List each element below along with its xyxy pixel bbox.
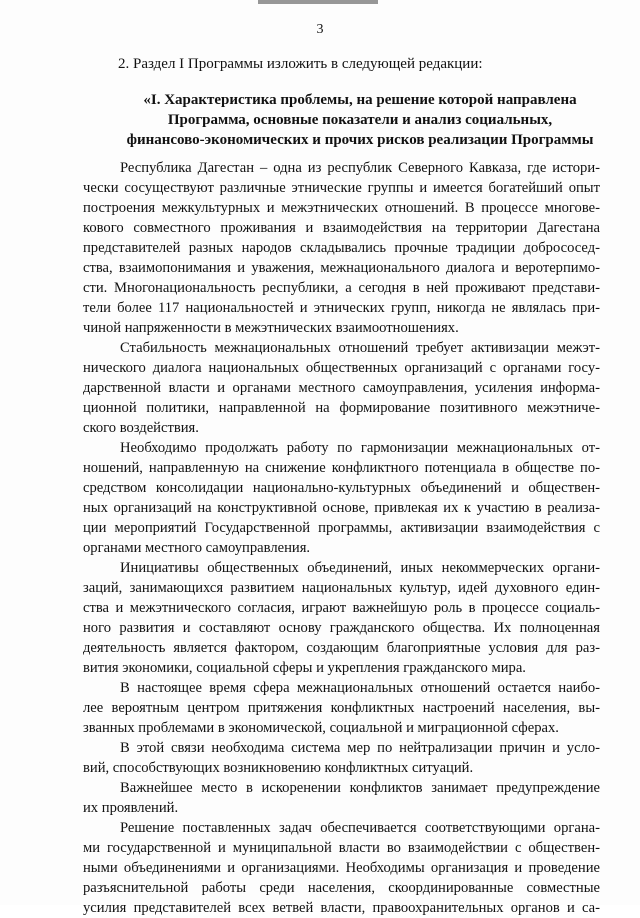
text-line: Инициативы общественных объединений, иных некоммерческих органи- [120, 560, 600, 576]
text-line: ции мероприятий Государственной программы, активизации взаимодействия с [83, 520, 600, 536]
text-line: кового совместного проживания и взаимодействия на территории Дагестана [83, 220, 600, 236]
text-line: дарственной власти и органами местного самоуправления, усиления информа- [83, 380, 600, 396]
text-line: званных проблемами в экономической, социальной и миграционной сферах. [83, 720, 559, 736]
text-line: тели более 117 национальностей и этнических групп, никогда не являлась при- [83, 300, 600, 316]
text-line: ства, взаимопонимания и уважения, межнационального диалога и веротерпимо- [83, 260, 600, 276]
text-line: вий, способствующих возникновению конфликтных ситуаций. [83, 760, 474, 776]
text-line: лее вероятным центром притяжения конфликтных настроений населения, вы- [83, 700, 600, 716]
text-line: В этой связи необходима система мер по нейтрализации причин и усло- [120, 740, 600, 756]
text-line: деятельность является фактором, создающим благоприятные условия для раз- [83, 640, 600, 656]
section-heading [100, 90, 620, 150]
text-line: их проявлений. [83, 800, 179, 816]
text-line: Стабильность межнациональных отношений требует активизации межэт- [120, 340, 600, 356]
text-line: чески сосуществуют различные этнические группы и имеется богатейший опыт [83, 180, 600, 196]
text-line: Республика Дагестан – одна из республик Северного Кавказа, где истори- [120, 160, 600, 176]
paragraph [83, 558, 600, 678]
text-line: ного развития и составляют основу гражданского общества. Их полноценная [83, 620, 600, 636]
text-line: ношений, направленную на снижение конфликтного потенциала в обществе по- [83, 460, 600, 476]
text-line: разъяснительной работы среди населения, скоординированные совместные [83, 880, 600, 896]
text-line: заций, занимающихся развитием национальных культур, идей духовного един- [83, 580, 600, 596]
text-line: Решение поставленных задач обеспечивается соответствующими органа- [120, 820, 600, 836]
text-line: представителей разных народов складывались прочные традиции добрососед- [83, 240, 600, 256]
paragraph [83, 738, 600, 778]
text-line: средством консолидации национально-культурных объединений и обществен- [83, 480, 600, 496]
text-line: чиной напряженности в межэтнических взаимоотношениях. [83, 320, 459, 336]
intro-line: 2. Раздел I Программы изложить в следующей редакции: [118, 56, 483, 72]
text-line: нического диалога национальных общественных организаций с органами госу- [83, 360, 600, 376]
text-line: ными объединениями и организациями. Необходимы организация и проведение [83, 860, 600, 876]
paragraph [83, 778, 600, 818]
text-line: ского воздействия. [83, 420, 199, 436]
text-line: органами местного самоуправления. [83, 540, 311, 556]
paragraph [83, 338, 600, 438]
text-line: вития экономики, социальной сферы и укрепления гражданского мира. [83, 660, 526, 676]
paragraph [83, 818, 600, 918]
text-line: ми государственной и муниципальной власти во взаимодействии с обществен- [83, 840, 600, 856]
text-line: ства и межэтнического согласия, играют важнейшую роль в процессе социаль- [83, 600, 600, 616]
paragraph [83, 158, 600, 338]
body-text [83, 158, 600, 918]
text-line: Важнейшее место в искоренении конфликтов занимает предупреждение [120, 780, 600, 796]
text-line: ционной политики, направленной на формирование позитивного межэтниче- [83, 400, 600, 416]
text-line: построения межкультурных и межэтнических отношений. В процессе многове- [83, 200, 600, 216]
text-line: усилия представителей всех ветвей власти, правоохранительных органов и са- [83, 900, 600, 916]
text-line: ных организаций на конструктивной основе, привлекая их к участию в реализа- [83, 500, 600, 516]
text-line: сти. Многонациональность республики, а сегодня в ней проживают представи- [83, 280, 600, 296]
heading-line: финансово-экономических и прочих рисков реализации Программы [126, 132, 594, 148]
heading-line: Программа, основные показатели и анализ социальных, [167, 112, 553, 128]
heading-line: «I. Характеристика проблемы, на решение которой направлена [143, 92, 577, 108]
text-line: В настоящее время сфера межнациональных отношений остается наибо- [120, 680, 600, 696]
page-number: 3 [316, 22, 324, 37]
text-line: Необходимо продолжать работу по гармонизации межнациональных от- [120, 440, 600, 456]
paragraph [83, 678, 600, 738]
paragraph [83, 438, 600, 558]
scan-edge-mark [258, 0, 378, 4]
